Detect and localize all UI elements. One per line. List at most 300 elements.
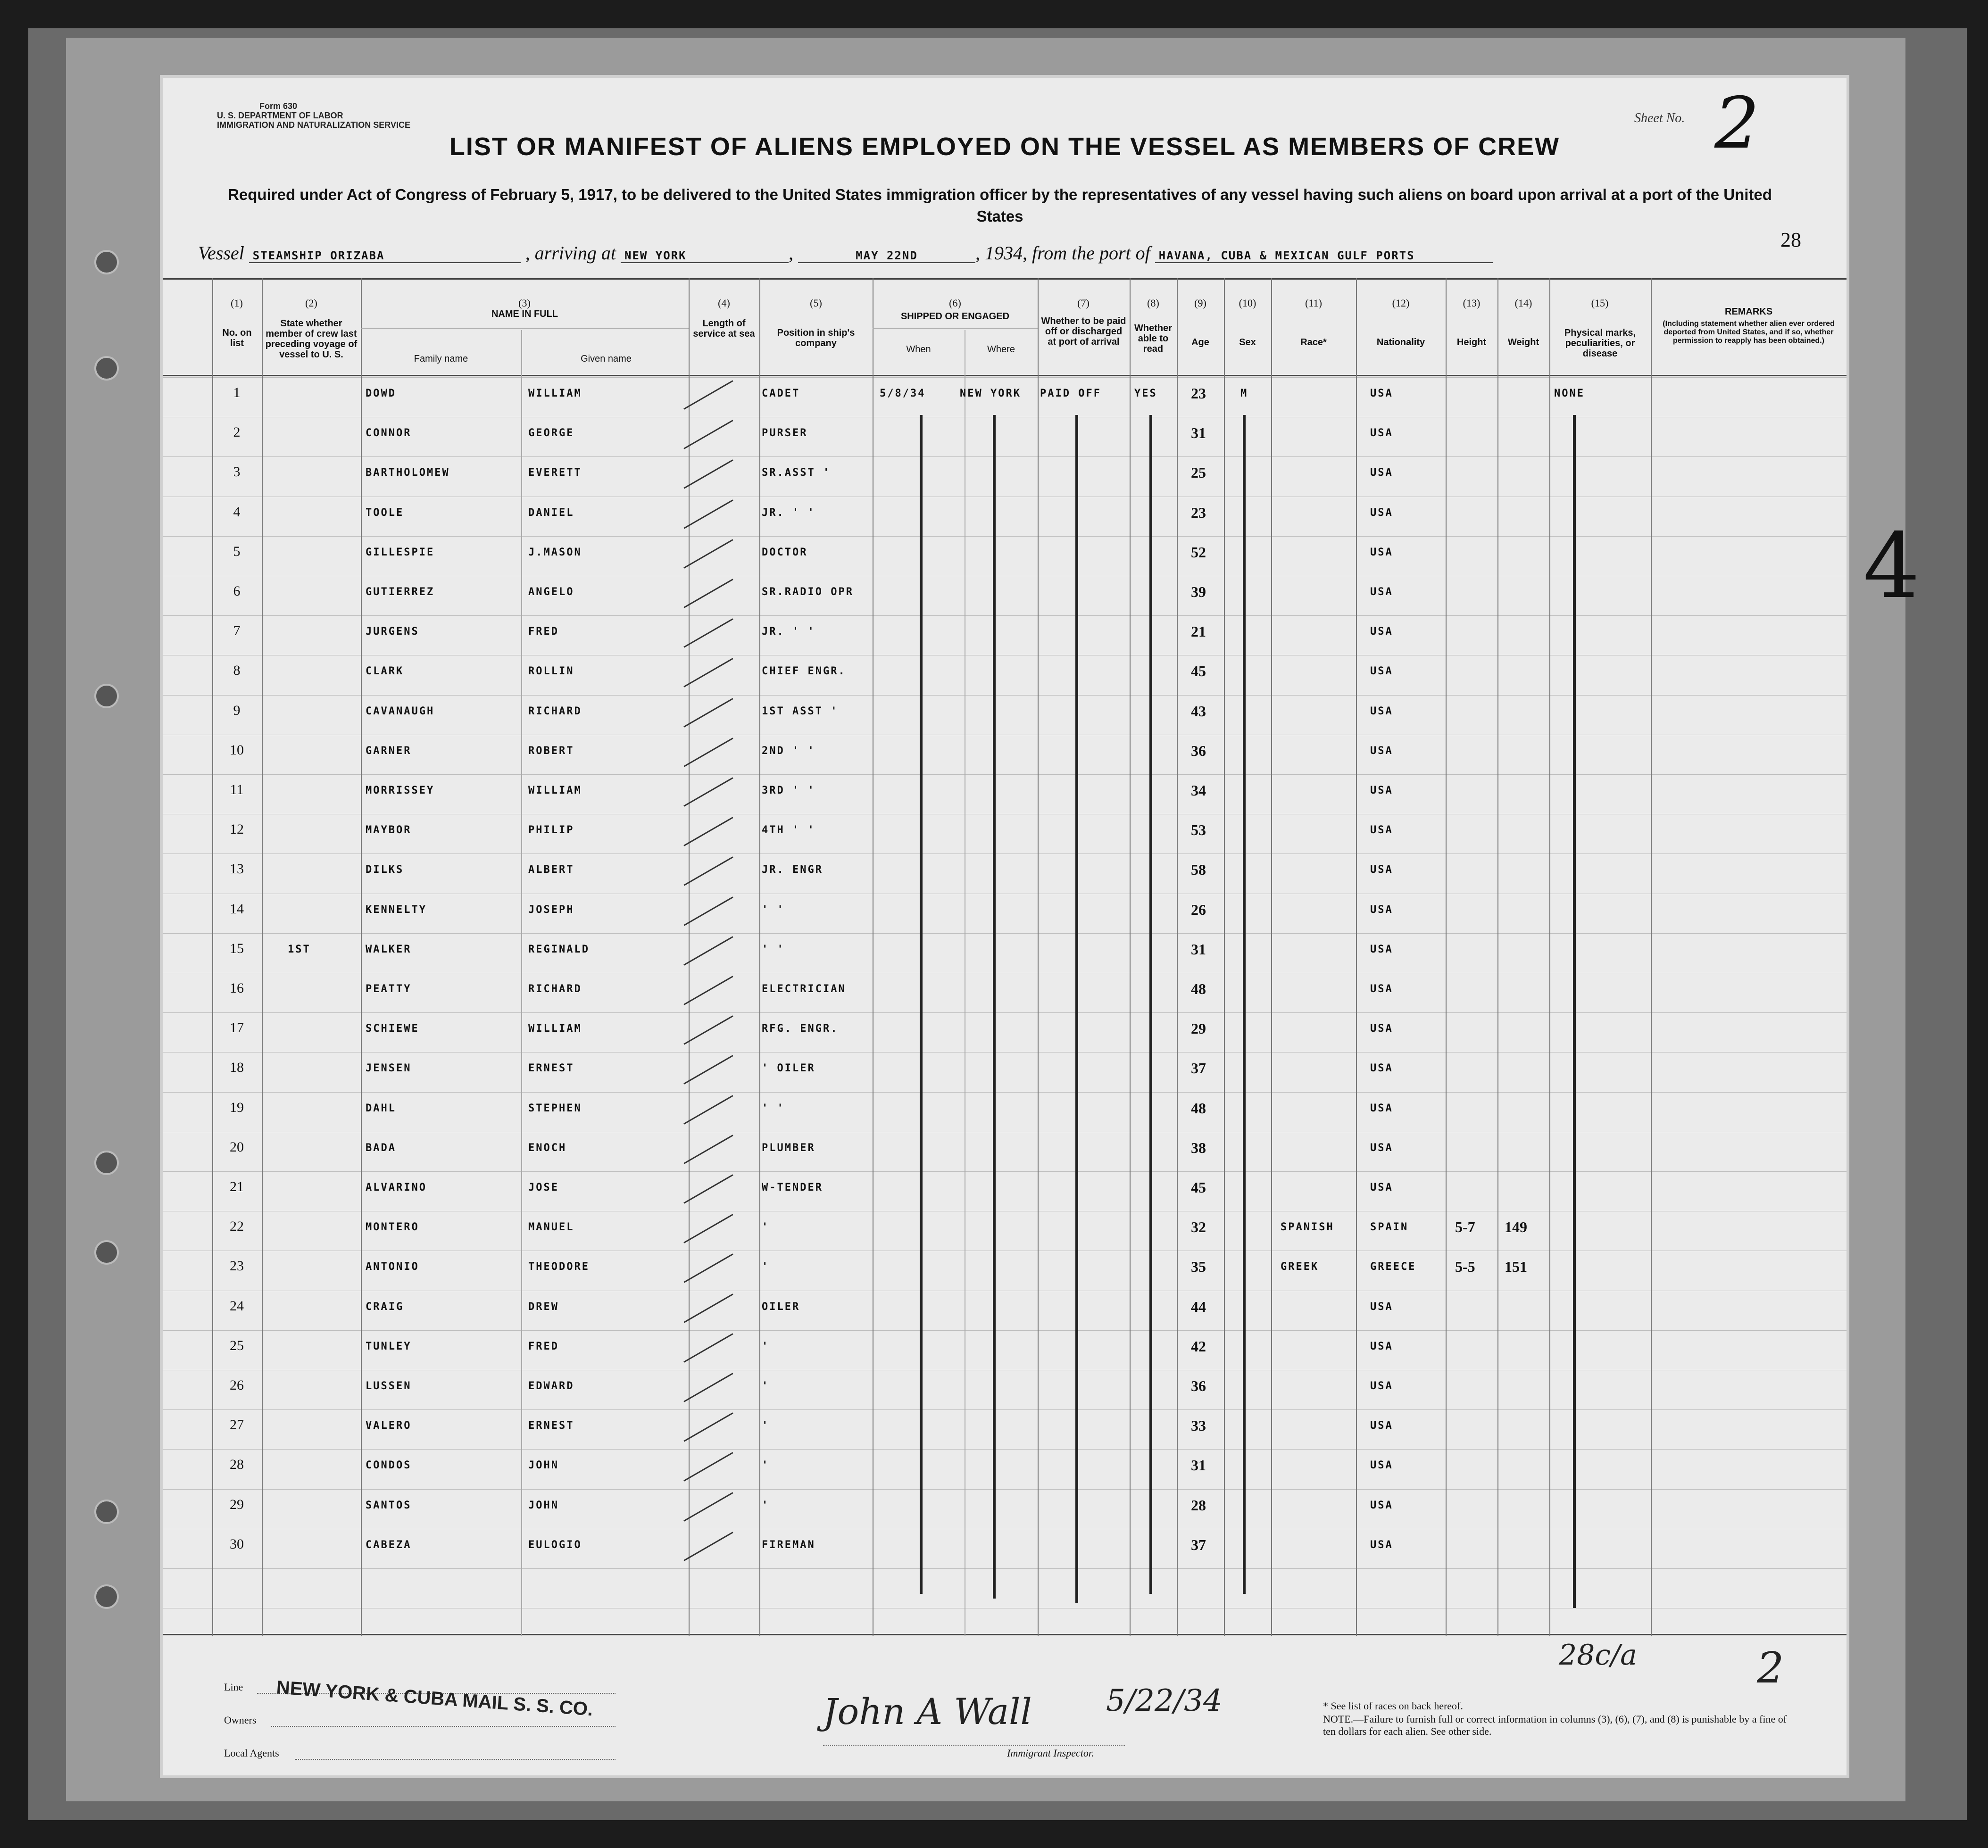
cell-weight: 151 [1505,1258,1527,1276]
margin-handwritten-mark: 4 [1863,514,1920,618]
cell-family: CLARK [366,665,404,678]
cell-no: 2 [233,424,241,440]
cell-no: 16 [230,980,244,996]
cell-nationality: USA [1370,1459,1393,1472]
arriving-label: , arriving at [525,242,616,264]
cell-age: 28 [1191,1496,1206,1514]
col-header-family-name: Family name [414,354,468,364]
cell-no: 7 [233,623,241,639]
manifest-sheet [163,78,1847,1775]
cell-nationality: USA [1370,1539,1393,1551]
crew-table [163,278,1847,1636]
cell-nationality: USA [1370,1023,1393,1035]
cell-given: DREW [528,1301,559,1313]
cell-position: 4TH ' ' [762,824,815,837]
cell-given: JOHN [528,1459,559,1472]
table-row [163,464,1847,502]
vessel-label: Vessel [198,242,244,264]
cell-no: 1 [233,385,241,400]
table-row [163,703,1847,741]
cell-no: 17 [230,1020,244,1036]
table-row [163,742,1847,780]
sheet-number-value: 2 [1714,83,1760,165]
table-row [163,1417,1847,1455]
line-label: Line [224,1681,243,1693]
table-row [163,583,1847,622]
col-number: (11) [1305,297,1322,309]
cell-nationality: USA [1370,1420,1393,1432]
cell-position: ' [762,1420,770,1432]
cell-family: LUSSEN [366,1380,412,1392]
cell-no: 24 [230,1298,244,1314]
line-stamp: NEW YORK & CUBA MAIL S. S. CO. [275,1677,594,1720]
handwritten-annotation: 28c/a [1559,1639,1637,1672]
cell-age: 36 [1191,742,1206,759]
cell-nationality: USA [1370,903,1393,916]
cell-family: SCHIEWE [366,1023,419,1035]
cell-age: 48 [1191,1099,1206,1117]
cell-given: ANGELO [528,586,574,598]
cell-no: 6 [233,583,241,599]
form-service: IMMIGRATION AND NATURALIZATION SERVICE [217,120,410,130]
punch-hole [94,250,119,274]
table-row [163,901,1847,939]
cell-given: EDWARD [528,1380,574,1392]
cell-position: 1ST ASST ' [762,705,839,717]
cell-position: CHIEF ENGR. [762,665,846,678]
table-row [163,1218,1847,1257]
cell-no: 26 [230,1377,244,1393]
cell-position: ' ' [762,943,785,955]
cell-race: GREEK [1281,1261,1319,1273]
cell-nationality: SPAIN [1370,1221,1409,1234]
cell-given: WILLIAM [528,785,582,796]
cell-age: 38 [1191,1139,1206,1156]
punch-hole [94,1151,119,1175]
cell-age: 23 [1191,504,1206,521]
cell-no: 11 [230,782,244,797]
col-number: (7) [1077,297,1090,309]
cell-age: 35 [1191,1258,1206,1276]
cell-read: YES [1134,388,1157,399]
punch-hole [94,1500,119,1524]
page-number: 28 [1780,228,1801,251]
table-row [163,1536,1847,1575]
service-check-mark [683,1373,733,1402]
cell-family: BADA [366,1142,396,1154]
cell-no: 10 [230,742,244,758]
punch-hole [94,1584,119,1609]
cell-given: EVERETT [528,467,582,479]
form-department: U. S. DEPARTMENT OF LABOR [217,111,343,120]
cell-height: 5-7 [1455,1218,1475,1236]
col-number: (3) [518,297,531,309]
ditto-stroke [1149,415,1152,1594]
service-check-mark [683,658,733,688]
service-check-mark [683,1174,733,1204]
cell-given: GEORGE [528,427,574,439]
penalty-note: NOTE.—Failure to furnish full or correct information in columns (3), (6), (7), and (8) is punishable by a fine of ten dollars for each alien. See other side. [1323,1713,1787,1737]
cell-given: FRED [528,1340,559,1352]
table-row [163,782,1847,820]
cell-sex: M [1240,388,1248,399]
col-header-nationality: Nationality [1376,337,1425,348]
col-number: (12) [1392,297,1410,309]
cell-age: 43 [1191,702,1206,720]
vessel-line: Vessel STEAMSHIP ORIZABA , arriving at NEW YORK , MAY 22ND , 1934, from the port of HAVANA, CUBA & MEXICAN GULF PORTS [198,242,1755,264]
cell-no: 15 [230,940,244,956]
service-check-mark [683,499,733,529]
table-row [163,1139,1847,1177]
form-identifier [217,101,415,130]
inspector-signature: John A Wall [823,1691,1032,1732]
cell-family: CONNOR [366,427,412,439]
cell-no: 12 [230,821,244,837]
cell-given: THEODORE [528,1261,590,1273]
service-check-mark [683,976,733,1005]
cell-no: 28 [230,1457,244,1473]
cell-age: 26 [1191,901,1206,918]
col-number: (14) [1514,297,1532,309]
service-check-mark [683,1293,733,1323]
cell-family: ALVARINO [366,1182,427,1193]
cell-family: JENSEN [366,1062,412,1075]
cell-given: MANUEL [528,1221,574,1234]
col-number: (1) [231,297,243,309]
cell-age: 29 [1191,1020,1206,1037]
cell-position: ' [762,1340,770,1352]
from-port: HAVANA, CUBA & MEXICAN GULF PORTS [1155,249,1493,263]
table-top-rule [163,278,1847,280]
cell-given: ALBERT [528,864,574,876]
cell-age: 21 [1191,623,1206,640]
service-check-mark [683,420,733,449]
cell-family: CRAIG [366,1301,404,1313]
cell-nationality: USA [1370,1301,1393,1313]
cell-no: 3 [233,464,241,480]
service-check-mark [683,936,733,966]
cell-no: 5 [233,543,241,559]
cell-position: W-TENDER [762,1182,823,1193]
col-number: (10) [1239,297,1256,309]
service-check-mark [683,1095,733,1125]
cell-no: 8 [233,663,241,679]
cell-age: 34 [1191,782,1206,799]
cell-family: MONTERO [366,1221,419,1234]
col-number: (15) [1591,297,1609,309]
table-bottom-rule [163,1634,1847,1635]
col-header-length-service: Length of service at sea [693,318,755,339]
cell-position: ' ' [762,903,785,916]
cell-given: ERNEST [528,1420,574,1432]
cell-paid: PAID OFF [1040,388,1101,399]
col-header-shipped: SHIPPED OR ENGAGED [900,311,1010,322]
cell-given: WILLIAM [528,388,582,399]
cell-no: 4 [233,504,241,520]
table-row [163,1100,1847,1138]
cell-given: ROBERT [528,745,574,757]
ditto-stroke [920,415,923,1594]
cell-nationality: GREECE [1370,1261,1416,1273]
col-number: (9) [1194,297,1206,309]
cell-family: SANTOS [366,1499,412,1511]
cell-nationality: USA [1370,1102,1393,1114]
punch-hole [94,1240,119,1265]
manifest-footer [163,1639,1847,1775]
table-row [163,1338,1847,1376]
cell-family: TUNLEY [366,1340,412,1352]
service-check-mark [683,1412,733,1442]
col-header-physical-marks: Physical marks, peculiarities, or disease [1564,328,1636,359]
col-header-given-name: Given name [581,354,632,364]
cell-family: DAHL [366,1102,396,1114]
cell-given: JOHN [528,1499,559,1511]
service-check-mark [683,618,733,648]
cell-position: ' [762,1221,770,1234]
cell-no: 23 [230,1258,244,1274]
cell-given: RICHARD [528,983,582,995]
cell-nationality: USA [1370,1062,1393,1075]
cell-age: 45 [1191,663,1206,680]
cell-age: 45 [1191,1179,1206,1196]
vessel-name: STEAMSHIP ORIZABA [249,249,521,263]
cell-no: 14 [230,901,244,917]
cell-nationality: USA [1370,1142,1393,1154]
cell-age: 31 [1191,424,1206,442]
cell-age: 32 [1191,1218,1206,1236]
from-label: , from the port of [1023,242,1150,264]
col-header-read: Whether able to read [1134,323,1172,354]
table-row [163,424,1847,463]
service-check-mark [683,738,733,767]
service-check-mark [683,1055,733,1085]
cell-age: 44 [1191,1298,1206,1315]
header-rule [163,375,1847,376]
cell-given: PHILIP [528,824,574,837]
form-title: LIST OR MANIFEST OF ALIENS EMPLOYED ON THE VESSEL AS MEMBERS OF CREW [449,133,1560,161]
cell-nationality: USA [1370,586,1393,598]
cell-height: 5-5 [1455,1258,1475,1276]
cell-nationality: USA [1370,983,1393,995]
cell-age: 36 [1191,1377,1206,1394]
corner-mark: 2 [1757,1643,1784,1693]
cell-prev: 1ST [288,943,311,955]
col-number: (13) [1463,297,1481,309]
name-subrule [361,328,689,329]
table-row [163,861,1847,899]
cell-position: FIREMAN [762,1539,815,1551]
form-subtitle: Required under Act of Congress of February 5, 1917, to be delivered to the United States immigration officer by the representatives of any vessel having such aliens on board upon arrival at a port of the United States [228,186,1772,225]
col-header-prev-voyage: State whether member of crew last preceding voyage of vessel to U. S. [265,318,358,360]
cell-age: 37 [1191,1536,1206,1553]
cell-nationality: USA [1370,1380,1393,1392]
cell-age: 53 [1191,821,1206,839]
ditto-stroke [1075,415,1078,1603]
col-number: (6) [949,297,961,309]
cell-nationality: USA [1370,388,1393,399]
table-row [163,385,1847,423]
cell-age: 31 [1191,940,1206,958]
cell-position: OILER [762,1301,800,1313]
col-header-paid-off: Whether to be paid off or discharged at port of arrival [1041,316,1126,347]
cell-given: STEPHEN [528,1102,582,1114]
col-header-weight: Weight [1507,337,1539,348]
service-check-mark [683,698,733,728]
cell-nationality: USA [1370,785,1393,796]
cell-no: 9 [233,702,241,718]
cell-position: JR. ' ' [762,626,815,638]
inspector-date: 5/22/34 [1106,1683,1223,1718]
cell-no: 20 [230,1139,244,1155]
inspector-field [823,1745,1125,1746]
cell-marks: NONE [1554,388,1585,399]
table-row [163,941,1847,979]
cell-given: ROLLIN [528,665,574,678]
cell-age: 37 [1191,1060,1206,1077]
cell-age: 52 [1191,543,1206,561]
table-row [163,1377,1847,1416]
cell-no: 19 [230,1099,244,1115]
cell-nationality: USA [1370,824,1393,837]
cell-nationality: USA [1370,705,1393,717]
service-check-mark [683,1452,733,1482]
cell-weight: 149 [1505,1218,1527,1236]
cell-position: SR.ASST ' [762,467,831,479]
service-check-mark [683,579,733,608]
cell-position: ' OILER [762,1062,815,1075]
cell-family: GILLESPIE [366,546,435,558]
sheet-number-label: Sheet No. [1634,111,1685,125]
cell-nationality: USA [1370,427,1393,439]
ditto-stroke [1573,415,1576,1608]
cell-no: 25 [230,1337,244,1353]
cell-family: VALERO [366,1420,412,1432]
service-check-mark [683,1492,733,1522]
punch-hole [94,684,119,708]
cell-position: PLUMBER [762,1142,815,1154]
table-row [163,1457,1847,1495]
cell-age: 58 [1191,861,1206,878]
cell-family: DOWD [366,388,396,399]
cell-position: DOCTOR [762,546,808,558]
service-check-mark [683,1333,733,1363]
cell-no: 29 [230,1496,244,1512]
col-header-height: Height [1456,337,1487,348]
agents-label: Local Agents [224,1747,279,1759]
cell-position: ELECTRICIAN [762,983,846,995]
agents-field [295,1759,616,1760]
arrival-date: MAY 22ND [798,249,975,263]
cell-nationality: USA [1370,745,1393,757]
cell-nationality: USA [1370,546,1393,558]
col-header-sex: Sex [1239,337,1256,348]
col-header-no: No. on list [222,328,252,348]
cell-no: 13 [230,861,244,877]
cell-age: 31 [1191,1457,1206,1474]
table-row [163,1298,1847,1336]
service-check-mark [683,1135,733,1164]
cell-family: JURGENS [366,626,419,638]
ditto-stroke [993,415,996,1599]
cell-family: ANTONIO [366,1261,419,1273]
cell-family: GARNER [366,745,412,757]
cell-nationality: USA [1370,943,1393,955]
cell-family: CONDOS [366,1459,412,1472]
cell-position: ' ' [762,1102,785,1114]
cell-nationality: USA [1370,1499,1393,1511]
cell-where: NEW YORK [960,388,1021,399]
owners-field [271,1726,616,1727]
arrival-port: NEW YORK [621,249,789,263]
service-check-mark [683,539,733,569]
col-header-when: When [906,344,931,355]
table-row [163,1258,1847,1296]
service-check-mark [683,1214,733,1243]
cell-nationality: USA [1370,506,1393,519]
cell-position: 2ND ' ' [762,745,815,757]
col-header-position: Position in ship's company [777,328,855,348]
cell-position: ' [762,1261,770,1273]
cell-given: REGINALD [528,943,590,955]
cell-age: 33 [1191,1417,1206,1434]
cell-family: WALKER [366,943,412,955]
service-check-mark [683,777,733,807]
cell-no: 27 [230,1417,244,1433]
cell-given: DANIEL [528,506,574,519]
cell-nationality: USA [1370,626,1393,638]
cell-position: RFG. ENGR. [762,1023,839,1035]
table-row [163,1020,1847,1058]
col-number: (4) [718,297,730,309]
cell-position: JR. ENGR [762,864,823,876]
service-check-mark [683,857,733,887]
cell-age: 23 [1191,385,1206,402]
cell-given: EULOGIO [528,1539,582,1551]
table-row [163,1060,1847,1098]
cell-position: CADET [762,388,800,399]
col-number: (2) [305,297,317,309]
cell-nationality: USA [1370,864,1393,876]
form-number: Form 630 [259,101,298,111]
ruled-line [163,377,1847,378]
cell-family: GUTIERREZ [366,586,435,598]
table-row [163,623,1847,661]
cell-position: SR.RADIO OPR [762,586,854,598]
cell-given: WILLIAM [528,1023,582,1035]
service-check-mark [683,1532,733,1561]
service-check-mark [683,1254,733,1284]
service-check-mark [683,896,733,926]
col-header-remarks-note: (Including statement whether alien ever ordered deported from United States, and if so, whether permission to reapply has been obtained.) [1663,320,1835,345]
cell-family: BARTHOLOMEW [366,467,450,479]
cell-family: DILKS [366,864,404,876]
cell-age: 39 [1191,583,1206,600]
table-row [163,1497,1847,1535]
cell-given: FRED [528,626,559,638]
col-number: (5) [810,297,822,309]
cell-family: PEATTY [366,983,412,995]
col-header-remarks: REMARKS [1724,307,1773,317]
cell-position: ' [762,1459,770,1472]
cell-family: MORRISSEY [366,785,435,796]
cell-no: 21 [230,1179,244,1194]
service-check-mark [683,380,733,410]
cell-position: ' [762,1380,770,1392]
table-row [163,1179,1847,1217]
cell-when: 5/8/34 [880,388,926,399]
cell-no: 18 [230,1060,244,1076]
service-check-mark [683,1015,733,1045]
